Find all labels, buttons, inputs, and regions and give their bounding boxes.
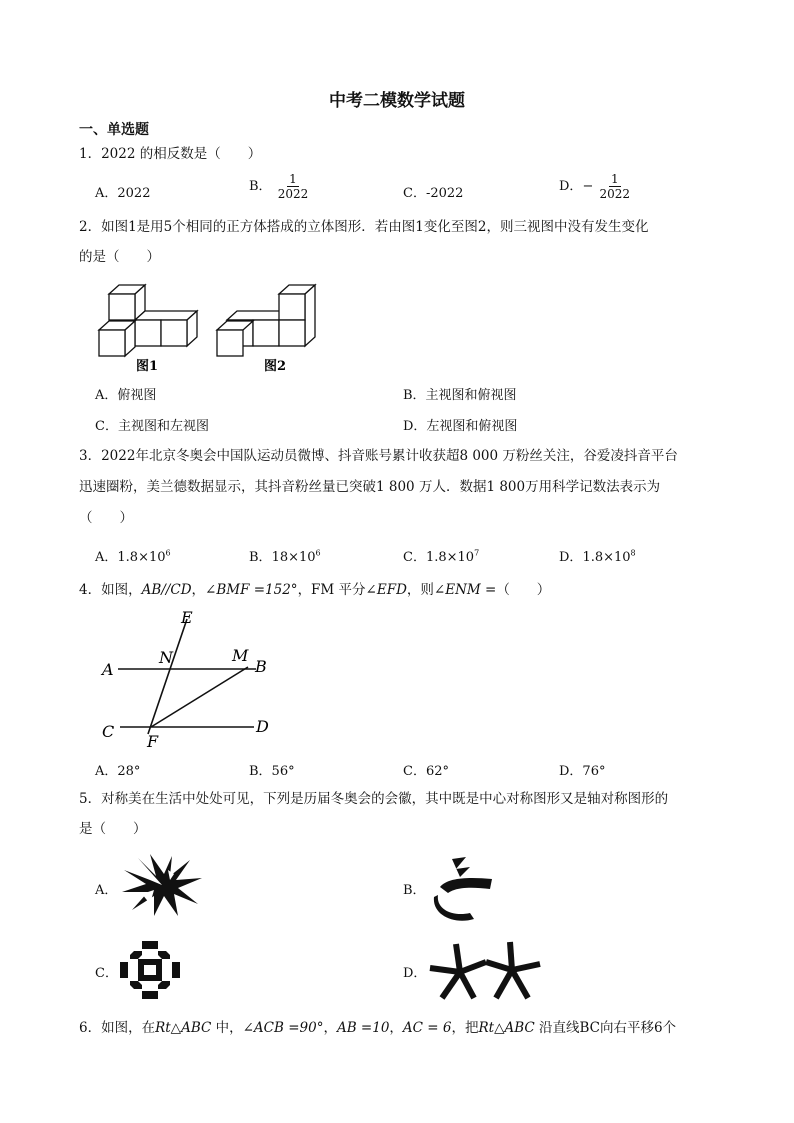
q2-option-d[interactable]: D．左视图和俯视图 (403, 419, 518, 434)
q4-parallel-condition: AB//CD (141, 582, 192, 598)
q4-stem (79, 581, 550, 599)
q3-option-b[interactable] (249, 546, 321, 565)
label-d: D (256, 717, 269, 736)
q3-stem-line3: （ ） (79, 510, 133, 526)
q4-separator: ， (191, 582, 206, 598)
q1-option-a[interactable] (95, 182, 150, 201)
option-exponent: 6 (165, 548, 171, 558)
label-c: C (102, 722, 115, 741)
numerator: 1 (610, 172, 619, 186)
q6-length-ab: AB =10 (336, 1020, 390, 1036)
q4-tail-text: ，则 (406, 582, 434, 598)
line-fm (151, 667, 248, 727)
q3-option-a[interactable] (95, 546, 171, 565)
option-base: 1.8×10 (425, 550, 475, 565)
q6-middle-text-2: ，把 (451, 1020, 479, 1036)
emblem-d-icon (428, 938, 544, 1002)
q4-option-b[interactable]: B．56° (249, 764, 295, 779)
fraction (276, 172, 311, 201)
q4-option-c[interactable]: C．62° (403, 764, 449, 779)
q6-separator: ， (389, 1020, 403, 1036)
emblem-a-icon (120, 852, 204, 918)
emblem-b-icon (430, 855, 496, 921)
q4-prefix: 4．如图， (79, 582, 142, 598)
label-a: A (102, 660, 114, 679)
label-b: B (255, 657, 267, 676)
q2-option-b[interactable]: B．主视图和俯视图 (403, 388, 517, 403)
option-label: D． (559, 550, 583, 565)
q3-option-c[interactable] (403, 546, 479, 565)
denominator: 2022 (277, 187, 309, 201)
option-exponent: 8 (630, 548, 636, 558)
numerator: 1 (289, 172, 297, 186)
figure-2-caption: 图2 (264, 359, 287, 374)
option-base: 18×10 (271, 550, 316, 565)
label-e: E (181, 608, 193, 627)
q2-option-a[interactable]: A．俯视图 (95, 388, 157, 403)
q4-angle-efd: ∠EFD (365, 582, 407, 598)
q6-triangle-2: Rt△ABC (478, 1020, 535, 1036)
option-label: A． (95, 550, 118, 565)
label-m: M (232, 646, 249, 665)
q4-angle-bmf: ∠BMF =152° (205, 582, 298, 598)
denominator: 2022 (599, 187, 631, 201)
option-exponent: 7 (474, 548, 480, 558)
option-base: 1.8×10 (582, 550, 631, 565)
option-exponent: 6 (315, 548, 321, 558)
q5-option-c[interactable]: C． (95, 966, 118, 981)
q6-middle-text: 中， (211, 1020, 243, 1036)
q3-option-d[interactable] (559, 546, 636, 565)
emblem-c-icon (120, 941, 180, 999)
option-value: 2022 (117, 186, 151, 201)
option-label: B． (249, 179, 272, 194)
fraction (597, 172, 632, 201)
option-label: C． (403, 550, 426, 565)
q2-stem-line2: 的是（ ） (79, 249, 160, 265)
q6-prefix: 6．如图，在 (79, 1020, 156, 1036)
figure-1-caption: 图1 (136, 359, 159, 374)
q6-tail-text: 沿直线BC向右平移6个 (534, 1020, 677, 1036)
q6-length-ac: AC = 6 (402, 1020, 452, 1036)
q3-stem-line2: 迅速圈粉，美兰德数据显示，其抖音粉丝量已突破1 800 万人．数据1 800万用科学记数法表示为 (79, 479, 661, 495)
q2-stem-line1: 2．如图1是用5个相同的正方体搭成的立体图形．若由图1变化至图2，则三视图中没有发生变化 (79, 219, 649, 235)
minus-sign: − (582, 179, 594, 194)
q5-stem-line1: 5．对称美在生活中处处可见，下列是历届冬奥会的会徽，其中既是中心对称图形又是轴对称图形的 (79, 791, 669, 807)
q4-geometry-figure (96, 606, 286, 752)
q1-stem: 1．2022 的相反数是（ ） (79, 146, 262, 162)
figure-2-cubes (217, 285, 315, 356)
option-base: 1.8×10 (117, 550, 166, 565)
q4-angle-enm: ∠ENM = (433, 582, 497, 598)
label-n: N (159, 648, 173, 667)
option-label: D． (559, 179, 583, 194)
q4-blank: （ ） (496, 582, 551, 598)
option-value: -2022 (425, 186, 464, 201)
q5-option-a[interactable]: A． (95, 883, 118, 898)
q1-option-b[interactable] (249, 172, 310, 201)
section-heading: 一、单选题 (79, 122, 149, 138)
q1-option-d[interactable] (559, 172, 632, 201)
q3-stem-line1: 3．2022年北京冬奥会中国队运动员微博、抖音账号累计收获超8 000 万粉丝关注，谷爱凌抖音平台 (79, 448, 678, 464)
q6-separator: ， (323, 1020, 337, 1036)
q5-option-d[interactable]: D． (403, 966, 427, 981)
q6-triangle: Rt△ABC (155, 1020, 212, 1036)
q6-stem (79, 1019, 676, 1037)
page-title: 中考二模数学试题 (329, 91, 465, 111)
label-f: F (147, 732, 159, 751)
q1-option-c[interactable] (403, 182, 463, 201)
figure-1-cubes (99, 285, 197, 356)
q4-middle-text: ，FM 平分 (297, 582, 366, 598)
cube-figures (92, 282, 332, 374)
q4-option-a[interactable]: A．28° (95, 764, 141, 779)
q6-angle-acb: ∠ACB =90° (242, 1020, 324, 1036)
option-label: C． (403, 186, 426, 201)
q4-option-d[interactable]: D．76° (559, 764, 606, 779)
q5-stem-line2: 是（ ） (79, 821, 147, 837)
option-label: B． (249, 550, 272, 565)
q5-option-b[interactable]: B． (403, 883, 426, 898)
option-label: A． (95, 186, 118, 201)
q2-option-c[interactable]: C．主视图和左视图 (95, 419, 209, 434)
